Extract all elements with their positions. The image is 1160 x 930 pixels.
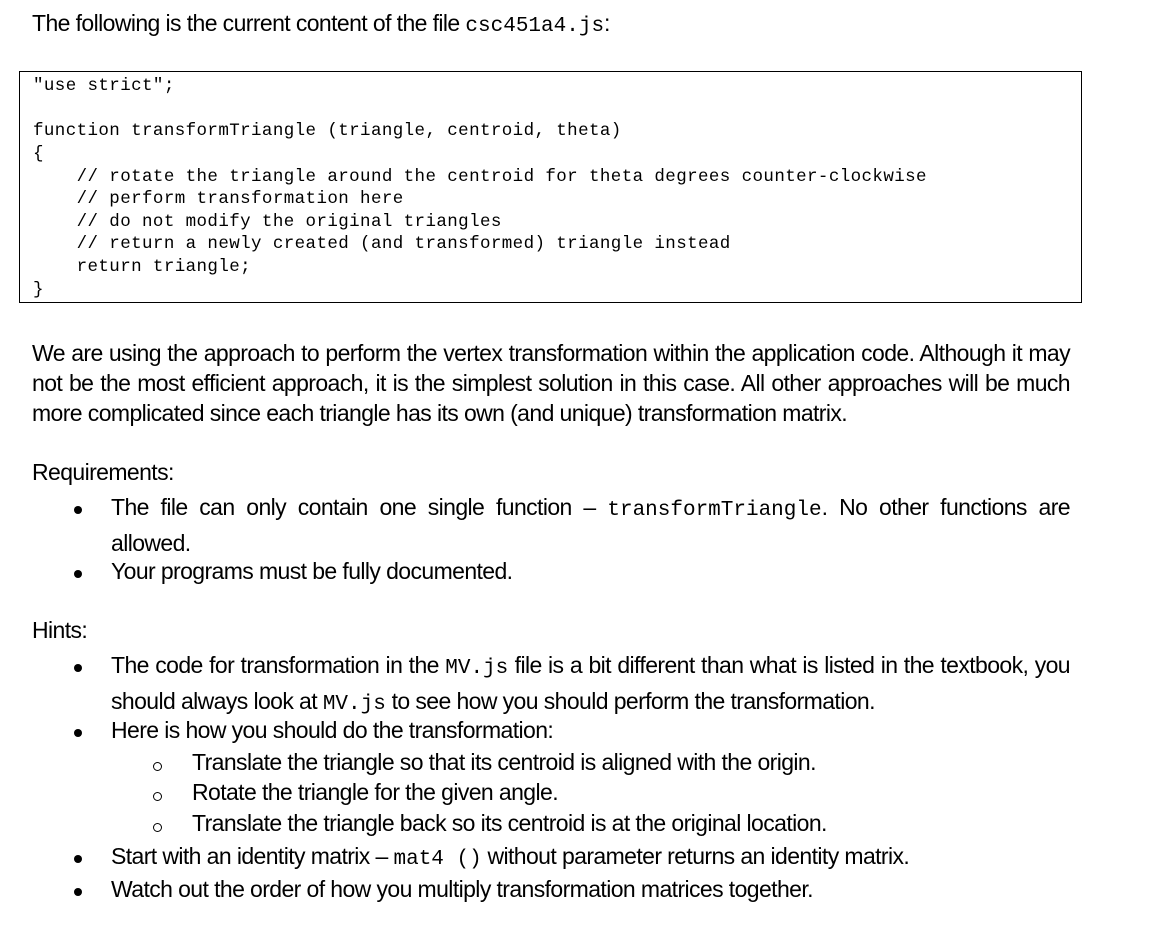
requirement-item: Your programs must be fully documented. (111, 558, 513, 584)
hint-text: without parameter returns an identity matrix. (481, 843, 910, 869)
bullet-marker (74, 855, 82, 863)
sub-bullet-marker (153, 762, 162, 771)
file-name: MV.js (322, 693, 386, 716)
bullet-marker (74, 729, 82, 737)
hint-item: Watch out the order of how you multiply transformation matrices together. (111, 876, 813, 902)
sub-bullet-marker (153, 792, 162, 801)
sub-hint-item: Rotate the triangle for the given angle. (192, 779, 558, 805)
code-line: // perform transformation here (33, 189, 404, 209)
requirements-heading: Requirements: (32, 459, 174, 485)
intro-colon: : (604, 10, 610, 36)
function-call: mat4 () (393, 848, 482, 871)
code-line: // do not modify the original triangles (33, 212, 502, 232)
hint-item (111, 649, 1070, 721)
intro-line (32, 10, 610, 38)
code-line: // return a newly created (and transformed) triangle instead (33, 234, 731, 254)
hints-heading: Hints: (32, 617, 88, 643)
code-line: } (33, 280, 44, 300)
requirement-text: The file can only contain one single function – (111, 494, 608, 520)
hint-text: The code for transformation in the (111, 652, 446, 678)
description-paragraph: We are using the approach to perform the vertex transformation within the application code. Although it may not be the most efficient approach, it is the simplest solution in this case. All other approaches will be much more complicated since each triangle has its own (and unique) transformation matrix. (32, 340, 1070, 426)
code-line: // rotate the triangle around the centroid for theta degrees counter-clockwise (33, 167, 927, 187)
code-line: return triangle; (33, 257, 252, 277)
sub-hint-item: Translate the triangle so that its centroid is aligned with the origin. (192, 749, 816, 775)
requirement-text: . No other functions are allowed. (111, 494, 1070, 556)
code-line: "use strict"; (33, 76, 175, 96)
intro-text: The following is the current content of the file (32, 10, 466, 36)
file-name: MV.js (445, 657, 509, 680)
code-line: { (33, 144, 44, 164)
sub-hint-item: Translate the triangle back so its centroid is at the original location. (192, 810, 827, 836)
intro-filename: csc451a4.js (465, 15, 605, 38)
hint-text: Start with an identity matrix – (111, 843, 394, 869)
code-block (19, 71, 1082, 303)
sub-bullet-marker (153, 823, 162, 832)
bullet-marker (74, 888, 82, 896)
bullet-marker (74, 664, 82, 672)
code-line: function transformTriangle (triangle, centroid, theta) (33, 121, 622, 141)
hint-item (111, 840, 909, 876)
hint-text: file is a bit different than what is listed in the textbook, you should always look at (111, 652, 1070, 714)
hint-text: to see how you should perform the transformation. (385, 688, 875, 714)
function-name: transformTriangle (607, 499, 822, 522)
requirement-item (111, 491, 1070, 559)
hint-item: Here is how you should do the transformation: (111, 717, 554, 743)
bullet-marker (74, 506, 82, 514)
bullet-marker (74, 570, 82, 578)
